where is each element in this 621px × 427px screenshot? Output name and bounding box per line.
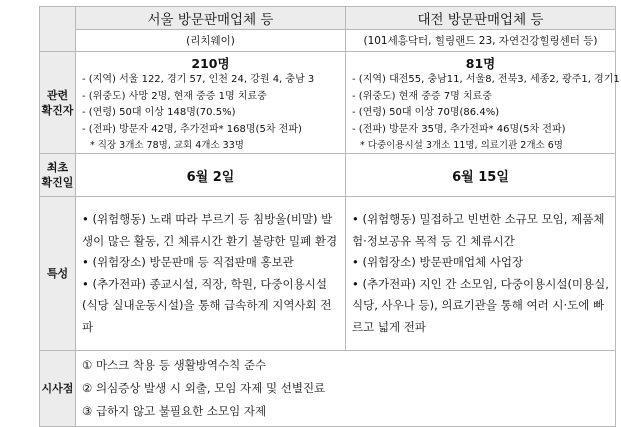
seoul-confirmed-cell: [76, 52, 346, 154]
seoul-spread: - (전파) 방문자 42명, 추가전파* 168명(5차 전파): [82, 123, 302, 135]
daejeon-subtitle: (101세흥닥터, 힐링랜드 23, 자연건강힐링센터 등): [346, 30, 616, 52]
outbreak-comparison-table: [39, 6, 620, 427]
daejeon-total: 81명: [465, 56, 496, 71]
confirmed-label: 관련 확진자: [40, 52, 76, 154]
daejeon-age: - (연령) 50대 이상 70명(86.4%): [352, 107, 500, 118]
feature-label: 특성: [40, 197, 76, 351]
daejeon-severity: - (위중도) 현재 중증 7명 치료중: [352, 90, 492, 102]
implications: [76, 351, 616, 427]
seoul-total: 210명: [191, 56, 230, 71]
daejeon-note: * 다중이용시설 3개소 11명, 의료기관 2개소 6명: [360, 140, 563, 151]
seoul-subtitle: (리치웨이): [76, 30, 346, 52]
daejeon-confirmed-cell: [346, 52, 620, 154]
seoul-region: - (지역) 서울 122, 경기 57, 인천 24, 강원 4, 충남 3: [82, 74, 315, 85]
seoul-note: * 직장 3개소 78명, 교회 4개소 33명: [90, 140, 244, 151]
list-item: • (추가전파) 종교시설, 직장, 학원, 다중이용시설(식당 실내운동시설)을 통해 급속하게 지역사회 전파: [82, 274, 339, 339]
list-item: • (위험행동) 노래 따라 부르기 등 침방울(비말) 발생이 많은 활동, 긴 체류시간 환기 불량한 밀폐 환경: [82, 209, 339, 252]
seoul-features: [76, 197, 346, 351]
daejeon-title: 대전 방문판매업체 등: [346, 7, 616, 30]
list-item: • (추가전파) 지인 간 소모임, 다중이용시설(미용실, 식당, 사우나 등), 의료기관을 통해 여러 시·도에 빠르고 넓게 전파: [352, 274, 609, 339]
seoul-severity: - (위중도) 사망 2명, 현재 중증 1명 치료중: [82, 90, 267, 102]
list-item: ① 마스크 착용 등 생활방역수칙 준수: [82, 358, 267, 372]
corner-cell: [40, 7, 76, 52]
implication-label: 시사점: [40, 351, 76, 427]
list-item: • (위험장소) 방문판매 등 직접판매 홍보관: [82, 252, 339, 274]
seoul-first-date: 6월 2일: [76, 154, 346, 197]
seoul-age: - (연령) 50대 이상 148명(70.5%): [82, 107, 236, 118]
list-item: ② 의심증상 발생 시 외출, 모임 자제 및 선별진료: [82, 381, 326, 395]
daejeon-features: [346, 197, 616, 351]
list-item: • (위험장소) 방문판매업체 사업장: [352, 252, 609, 274]
list-item: ③ 급하지 않고 불필요한 소모임 자제: [82, 404, 267, 418]
daejeon-spread: - (전파) 방문자 35명, 추가전파* 46명(5차 전파): [352, 123, 566, 135]
daejeon-first-date: 6월 15일: [346, 154, 616, 197]
seoul-title: 서울 방문판매업체 등: [76, 7, 346, 30]
first-confirmed-label: 최초 확진일: [40, 154, 76, 197]
daejeon-region: - (지역) 대전55, 충남11, 서울8, 전북3, 세종2, 광주1, 경기1: [352, 74, 620, 85]
list-item: • (위험행동) 밀접하고 빈번한 소규모 모임, 제품체험·정보공유 목적 등 긴 체류시간: [352, 209, 609, 252]
